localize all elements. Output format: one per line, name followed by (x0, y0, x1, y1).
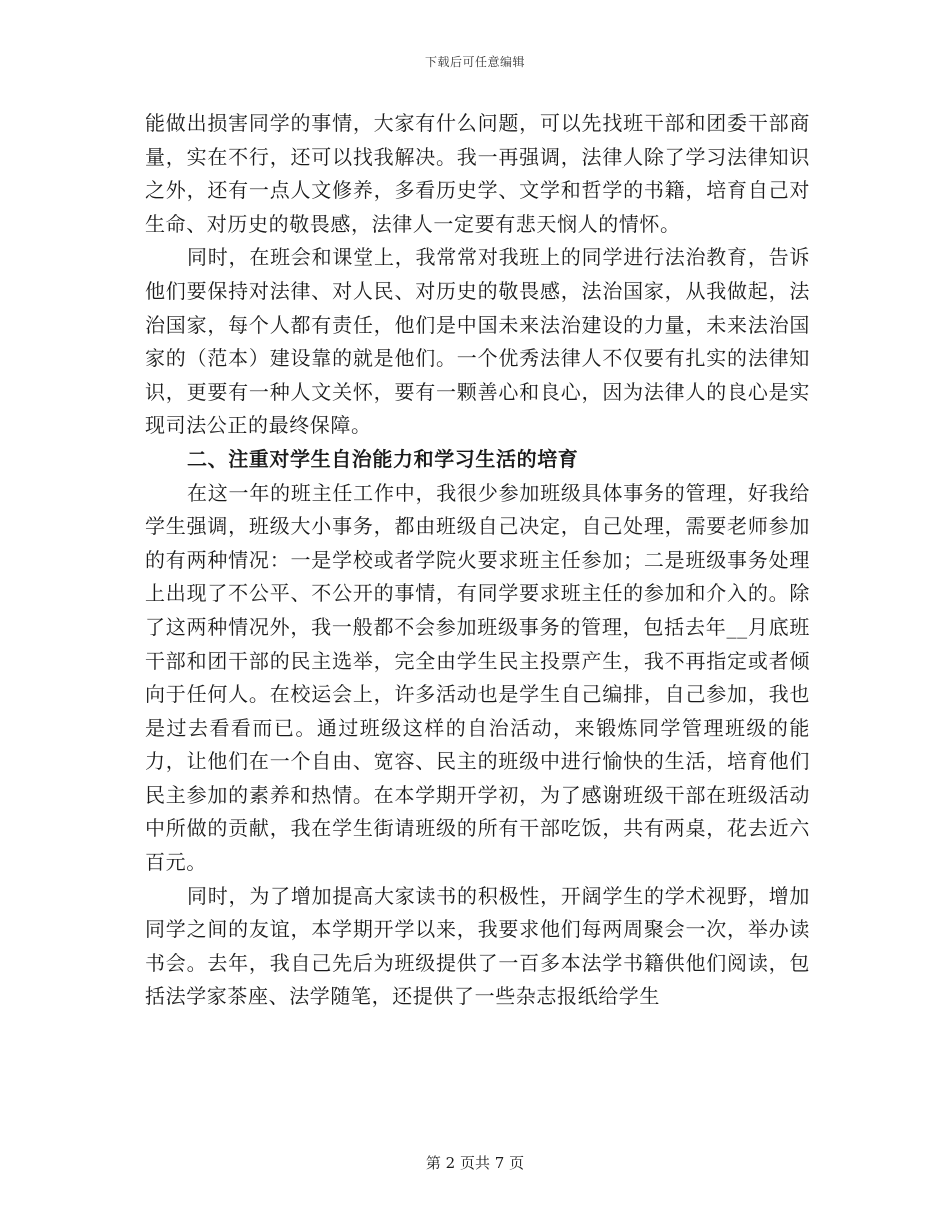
paragraph-1: 能做出损害同学的事情，大家有什么问题，可以先找班干部和团委干部商量，实在不行，还可以找我解决。我一再强调，法律人除了学习法律知识之外，还有一点人文修养，多看历史学、文学和哲学的书籍，培育自己对生命、对历史的敬畏感，法律人一定要有悲天悯人的情怀。 (145, 111, 810, 236)
paragraph-2: 同时，在班会和课堂上，我常常对我班上的同学进行法治教育，告诉他们要保持对法律、对人民、对历史的敬畏感，法治国家，从我做起，法治国家，每个人都有责任，他们是中国未来法治建设的力量，未来法治国家的（范本）建设靠的就是他们。一个优秀法律人不仅要有扎实的法律知识，更要有一种人文关怀，要有一颗善心和良心，因为法律人的良心是实现司法公正的最终保障。 (145, 245, 810, 438)
paragraph-4: 同时，为了增加提高大家读书的积极性，开阔学生的学术视野，增加同学之间的友谊，本学期开学以来，我要求他们每两周聚会一次，举办读书会。去年，我自己先后为班级提供了一百多本法学书籍供他们阅读，包括法学家茶座、法学随笔，还提供了一些杂志报纸给学生 (145, 883, 810, 1009)
section-heading: 二、注重对学生自治能力和学习生活的培育 (187, 446, 579, 471)
paragraph-3: 在这一年的班主任工作中，我很少参加班级具体事务的管理，好我给学生强调，班级大小事务，都由班级自己决定，自己处理，需要老师参加的有两种情况：一是学校或者学院火要求班主任参加；二是班级事务处理上出现了不公平、不公开的事情，有同学要求班主任的参加和介入的。除了这两种情况外，我一般都不会参加班级事务的管理，包括去年__月底班干部和团干部的民主选举，完全由学生民主投票产生，我不再指定或者倾向于任何人。在校运会上，许多活动也是学生自己编排，自己参加，我也是过去看看而已。通过班级这样的自治活动，来锻炼同学管理班级的能力，让他们在一个自由、宽容、民主的班级中进行愉快的生活，培育他们民主参加的素养和热情。在本学期开学初，为了感谢班级干部在班级活动中所做的贡献，我在学生街请班级的所有干部吃饭，共有两桌，花去近六百元。 (145, 480, 810, 875)
document-body (145, 107, 810, 1014)
page-header: 下载后可任意编辑 (424, 55, 525, 69)
page-number: 第 2 页共 7 页 (425, 1154, 525, 1172)
